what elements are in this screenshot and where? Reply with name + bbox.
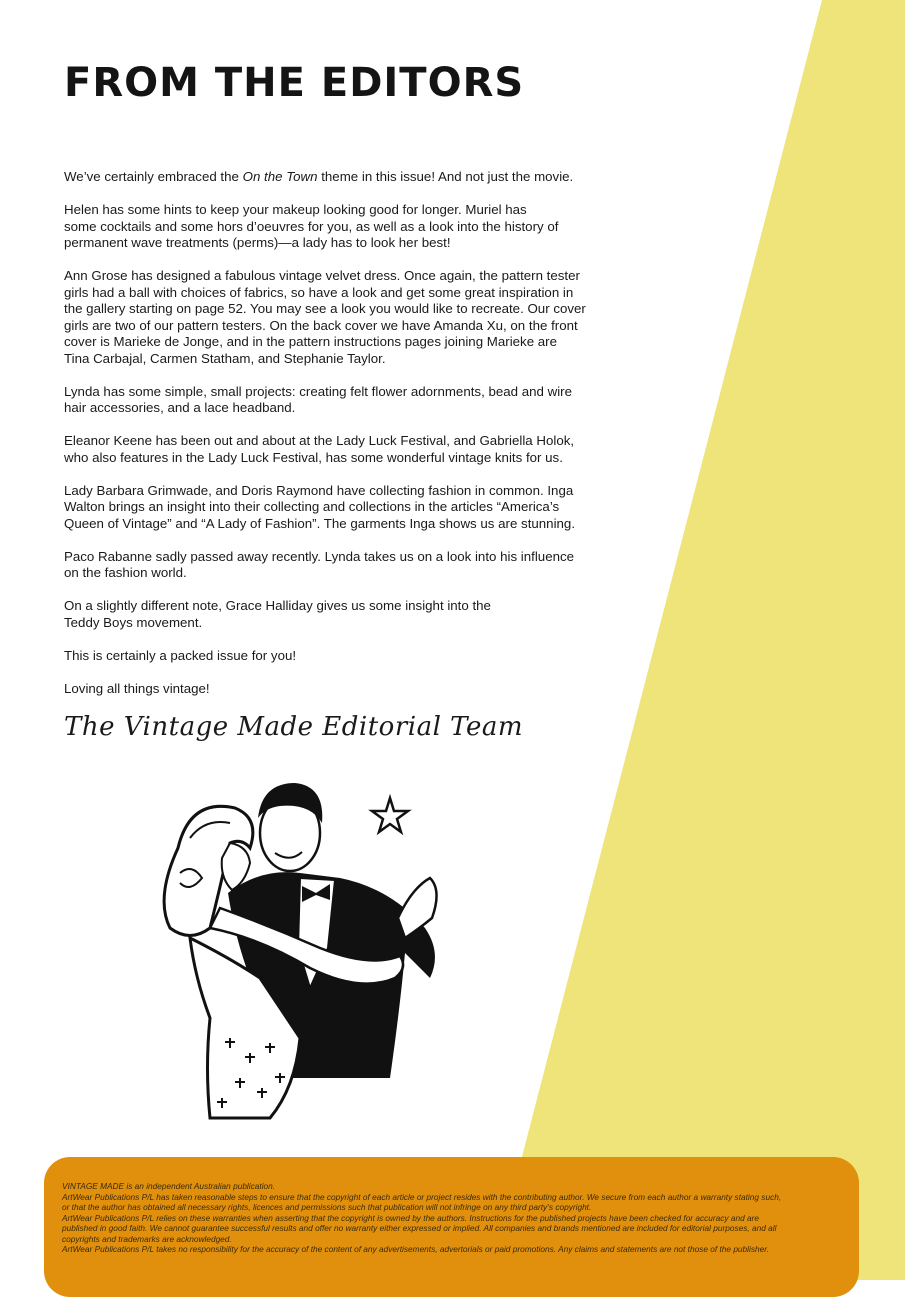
star-icon: [372, 798, 408, 832]
paragraph-9: This is certainly a packed issue for you!: [64, 647, 297, 663]
paragraph-4: Lynda has some simple, small projects: creating felt flower adornments, bead and wire hair accessories, and a lace headband.: [64, 383, 572, 415]
paragraph-7: Paco Rabanne sadly passed away recently. Lynda takes us on a look into his influence on the fashion world.: [64, 548, 575, 580]
footer-text: VINTAGE MADE is an independent Australian publication. ArtWear Publications P/L has taken reasonable steps to ensure that the copyright of each article or project resides with the contributing author. We secure from each author a warranty stating such, or that the author has obtained all necessary rights, licences and permissions such that publication will not infringe on any third party’s copyright. ArtWear Publications P/L relies on these warranties when asserting that the copyright is owned by the authors. Instructions for the published projects have been checked for accuracy and are published in good faith. We cannot guarantee successful results and offer no warranty either expressed or implied. All companies and brands mentioned are included for editorial purposes, and all copyrights and trademarks are acknowledged. ArtWear Publications P/L takes no responsibility for the accuracy of the content of any advertisements, advertorials or paid promotions. Any claims and statements are not those of the publisher.: [62, 1181, 782, 1254]
paragraph-1: We’ve certainly embraced the On the Town theme in this issue! And not just the movie.: [64, 169, 574, 184]
paragraph-8: On a slightly different note, Grace Halliday gives us some insight into the Teddy Boys movement.: [64, 598, 491, 630]
dancing-couple-illustration: [150, 778, 450, 1123]
paragraph-6: Lady Barbara Grimwade, and Doris Raymond have collecting fashion in common. Inga Walton brings an insight into their collecting and collections in the articles “America’s Queen of Vintage” and “A Lady of Fashion”. The garments Inga shows us are stunning.: [64, 482, 576, 531]
editorial-signature: The Vintage Made Editorial Team: [64, 712, 524, 742]
paragraph-5: Eleanor Keene has been out and about at the Lady Luck Festival, and Gabriella Holok, who also features in the Lady Luck Festival, has some wonderful vintage knits for us.: [64, 433, 575, 465]
editorial-article: [64, 169, 624, 697]
page-title: FROM THE EDITORS: [64, 60, 525, 106]
paragraph-10: Loving all things vintage!: [64, 680, 210, 696]
paragraph-2: Helen has some hints to keep your makeup looking good for longer. Muriel has some cocktails and some hors d’oeuvres for you, as well as a look into the history of permanent wave treatments (perms)—a lady has to look her best!: [64, 202, 559, 250]
paragraph-3: Ann Grose has designed a fabulous vintage velvet dress. Once again, the pattern tester girls had a ball with choices of fabrics, so have a look and get some great inspiration in the gallery starting on page 52. You may see a look you would like to recreate. Our cover girls are two of our pattern testers. On the back cover we have Amanda Xu, on the front cover is Marieke de Jonge, and in the pattern instructions pages joining Marieke are Tina Carbajal, Carmen Statham, and Stephanie Taylor.: [64, 268, 586, 366]
footer-disclaimer: [44, 1157, 859, 1297]
